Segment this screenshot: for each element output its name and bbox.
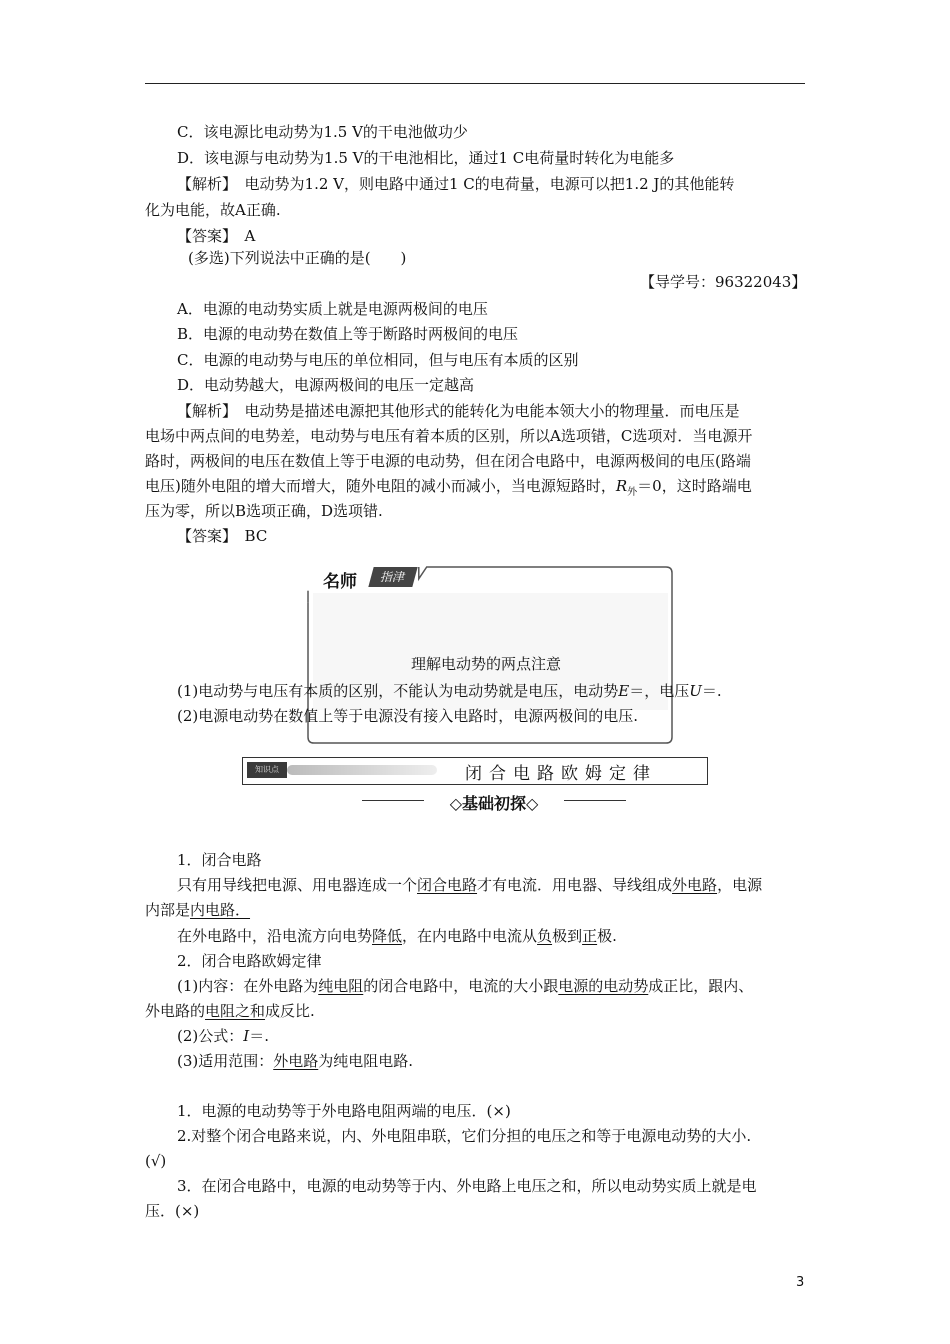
q1-analysis-line2: 化为电能，故A正确. [145,201,281,219]
tip-heading: 理解电动势的两点注意 [411,655,562,673]
content-heading-1: 1．闭合电路 [177,851,262,869]
q2-stem: (多选)下列说法中正确的是( ) [188,249,407,267]
header-rule [145,83,805,84]
symbol-r: R [615,477,628,495]
analysis-label: 【解析】 [177,175,230,193]
section-decor-bar [287,765,437,775]
content-para-2: 在外电路中，沿电流方向电势降低，在内电路中电流从负极到正极. [177,927,617,945]
divider [362,800,424,801]
answer-value: BC [244,527,268,545]
content-para-1: 只有用导线把电源、用电器连成一个闭合电路才有电流．用电器、导线组成外电路，电源 [177,876,763,894]
law-formula: (2)公式：I＝. [177,1027,269,1045]
q1-answer [177,226,255,246]
answer-label: 【答案】 [177,527,230,545]
divider [564,800,626,801]
q2-option-b: B．电源的电动势在数值上等于断路时两极间的电压 [177,325,519,343]
analysis-label: 【解析】 [177,402,230,420]
judge-item-2: 2.对整个闭合电路来说，内、外电阻串联，它们分担的电压之和等于电源电动势的大小. [177,1127,752,1145]
q1-option-c: C．该电源比电动势为1.5 V的干电池做功少 [177,123,468,141]
judge-item-3-cont: 压．(×) [145,1202,200,1220]
law-scope: (3)适用范围：外电路为纯电阻电路. [177,1052,414,1070]
q2-option-c: C．电源的电动势与电压的单位相同，但与电压有本质的区别 [177,351,579,369]
page-number: 3 [796,1275,805,1290]
tip-badge: 指津 [368,567,417,587]
content-heading-2: 2．闭合电路欧姆定律 [177,952,322,970]
q2-analysis-line2: 电场中两点间的电势差，电动势与电压有着本质的区别，所以A选项错，C选项对．当电源开 [145,427,753,445]
q1-option-d: D．该电源与电动势为1.5 V的干电池相比，通过1 C电荷量时转化为电能多 [177,149,675,167]
judge-item-1: 1．电源的电动势等于外电路电阻两端的电压．(×) [177,1102,511,1120]
q1-analysis-line1: 【解析】 电动势为1.2 V，则电路中通过1 C的电荷量，电源可以把1.2 J的其他能转 [177,175,735,193]
judge-item-3: 3．在闭合电路中，电源的电动势等于内、外电路上电压之和，所以电动势实质上就是电 [177,1177,757,1195]
q2-option-d: D．电动势越大，电源两极间的电压一定越高 [177,376,475,394]
section-tag: 知识点 [247,762,287,778]
q2-analysis-line5: 压为零，所以B选项正确，D选项错. [145,502,383,520]
q2-guide-number: 【导学号：96322043】 [640,273,807,291]
q2-analysis-line1: 【解析】 电动势是描述电源把其他形式的能转化为电能本领大小的物理量．而电压是 [177,402,740,420]
q2-option-a: A．电源的电动势实质上就是电源两极间的电压 [177,300,488,318]
content-para-1-cont: 内部是内电路． [145,901,251,919]
tip-point-1: (1)电动势与电压有本质的区别，不能认为电动势就是电压，电动势E＝，电压U＝. [177,682,722,700]
tip-point-2: (2)电源电动势在数值上等于电源没有接入电路时，电源两极间的电压. [177,707,639,725]
section-header [242,757,708,785]
explore-title: ◇基础初探◇ [449,794,539,813]
law-content: (1)内容：在外电路为纯电阻的闭合电路中，电流的大小跟电源的电动势成正比，跟内、 [177,977,754,995]
q2-analysis-line4: 电压)随外电阻的增大而增大，随外电阻的减小而减小，当电源短路时，$R_外=0$，这时路端电 [145,477,752,498]
judge-item-2-cont: (√) [145,1152,167,1170]
explore-heading [362,791,626,811]
tip-title: 名师 [323,572,357,592]
answer-label: 【答案】 [177,227,230,245]
q2-analysis-line3: 路时，两极间的电压在数值上等于电源的电动势，但在闭合电路中，电源两极间的电压(路端 [145,452,751,470]
section-tag-area [247,762,439,778]
section-title: 闭合电路欧姆定律 [465,764,657,784]
q2-answer [177,526,267,546]
law-content-cont: 外电路的电阻之和成反比. [145,1002,315,1020]
answer-value: A [244,227,256,245]
